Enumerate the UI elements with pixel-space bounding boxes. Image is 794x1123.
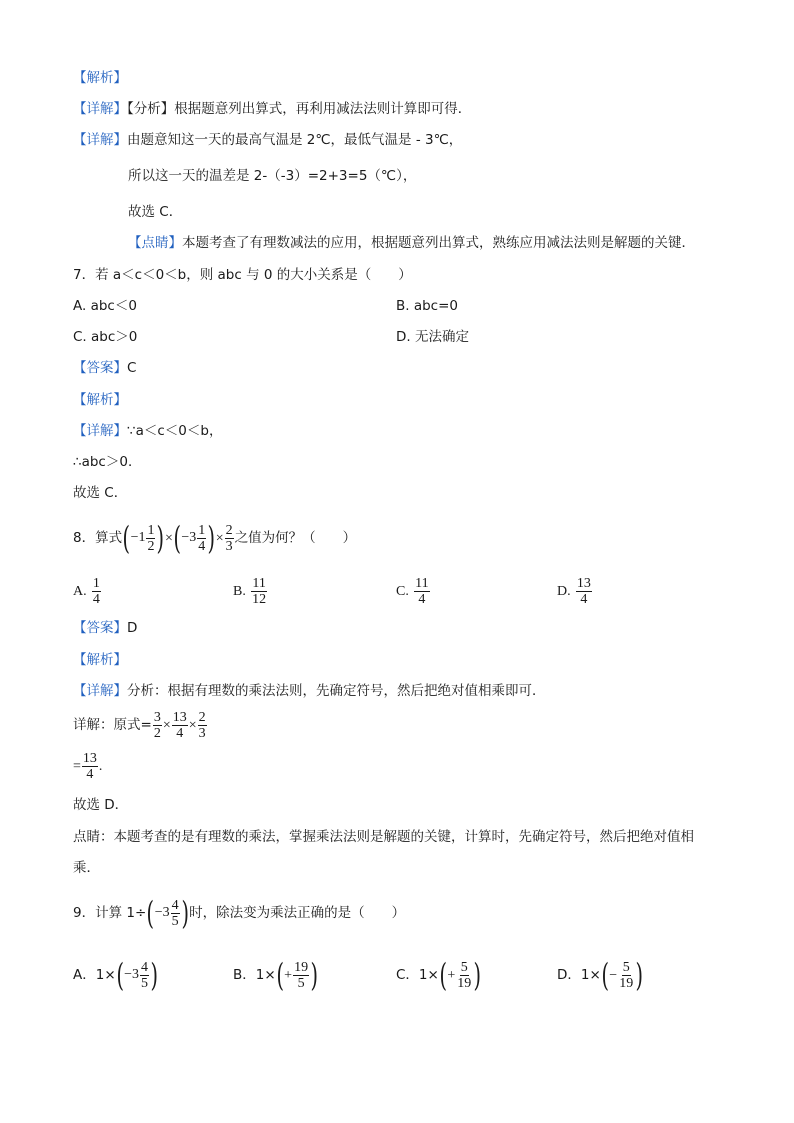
q7-option-d: D. 无法确定 — [396, 329, 469, 345]
times-sign: × — [188, 718, 197, 733]
q9-stem — [73, 893, 405, 933]
detail-tag: 【详解】 — [73, 101, 127, 117]
q8-option-c — [396, 573, 431, 610]
right-paren: ) — [156, 519, 165, 557]
option-label: D．1× — [557, 967, 601, 983]
q8-stem-suffix: 之值为何？（ ） — [234, 530, 357, 546]
q8-analysis-heading: 【解析】 — [73, 652, 127, 668]
fraction — [618, 960, 634, 991]
q8-answer — [73, 618, 137, 638]
detail-tag: 【详解】 — [73, 132, 127, 148]
denominator: 5 — [297, 975, 305, 991]
fraction — [456, 960, 472, 991]
detail-line-1 — [73, 99, 471, 119]
q7-option-a: A. abc＜0 — [73, 298, 137, 314]
denominator: 4 — [92, 591, 100, 607]
denominator: 4 — [176, 725, 184, 741]
temperature-difference-line: 所以这一天的温差是 2-（-3）=2+3=5（℃）， — [128, 168, 417, 184]
mixed-int: −3 — [124, 967, 140, 982]
q7-detail — [73, 421, 222, 441]
fraction — [225, 523, 234, 554]
q7-option-c: C. abc＞0 — [73, 329, 138, 345]
detail-text: ∵a＜c＜0＜b， — [127, 423, 223, 439]
fraction — [414, 576, 429, 607]
denominator: 4 — [86, 766, 94, 782]
q9-option-b — [233, 955, 319, 996]
times-sign: × — [164, 531, 173, 546]
numerator: 11 — [415, 575, 429, 591]
numerator: 4 — [171, 897, 179, 913]
q7-therefore: ∴abc＞0． — [73, 454, 142, 470]
denominator: 4 — [580, 591, 588, 607]
right-paren: ) — [310, 956, 319, 994]
mixed-int: −1 — [130, 530, 146, 545]
fraction — [576, 576, 592, 607]
numerator: 2 — [198, 709, 206, 725]
times-sign: × — [215, 531, 224, 546]
q7-option-b: B. abc=0 — [396, 298, 459, 314]
right-paren: ) — [473, 956, 482, 994]
q8-note-line-2: 乘． — [73, 860, 100, 876]
right-paren: ) — [181, 894, 189, 932]
q9-stem-suffix: 时，除法变为乘法正确的是（ ） — [189, 905, 406, 921]
q8-option-b — [233, 573, 268, 610]
option-label: A．1× — [73, 967, 116, 983]
right-paren: ) — [635, 956, 644, 994]
denominator: 3 — [198, 725, 206, 741]
q8-detail — [73, 681, 546, 701]
q7-stem: 7．若 a＜c＜0＜b，则 abc 与 0 的大小关系是（ ） — [73, 267, 412, 283]
fraction — [153, 710, 162, 741]
left-paren: ( — [173, 519, 181, 557]
detail-line-2 — [73, 130, 462, 150]
option-label: B．1× — [233, 967, 276, 983]
analysis-heading: 【解析】 — [73, 70, 127, 86]
left-paren: ( — [276, 956, 284, 994]
q8-calculation — [73, 707, 208, 744]
numerator: 1 — [147, 522, 155, 538]
denominator: 5 — [141, 975, 149, 991]
detail-text: 【分析】根据题意列出算式，再利用减法法则计算即可得． — [127, 101, 472, 117]
times-sign: × — [162, 718, 171, 733]
numerator: 3 — [153, 709, 161, 725]
denominator: 12 — [252, 591, 267, 607]
left-paren: ( — [439, 956, 447, 994]
denominator: 19 — [457, 975, 472, 991]
option-label: A. — [73, 584, 87, 599]
left-paren: ( — [601, 956, 609, 994]
comment-tag: 【点睛】 — [128, 235, 182, 251]
numerator: 19 — [294, 959, 309, 975]
mixed-number — [155, 893, 181, 933]
denominator: 2 — [153, 725, 161, 741]
mixed-number-2 — [181, 518, 207, 558]
detail-text: 由题意知这一天的最高气温是 2℃，最低气温是 - 3℃， — [127, 132, 463, 148]
q9-option-c — [396, 955, 482, 996]
detail-text: 分析：根据有理数的乘法法则，先确定符号，然后把绝对值相乘即可． — [127, 683, 546, 699]
mixed-number — [124, 955, 150, 995]
sign: + — [284, 968, 293, 983]
sign: − — [609, 968, 618, 983]
denominator: 4 — [418, 591, 426, 607]
q8-note-line-1: 点睛：本题考查的是有理数的乘法，掌握乘法法则是解题的关键，计算时，先确定符号，然后把绝对值相 — [73, 829, 694, 845]
numerator: 5 — [460, 959, 468, 975]
denominator: 2 — [147, 538, 155, 554]
fraction — [172, 710, 188, 741]
q8-option-d — [557, 573, 593, 610]
numerator: 2 — [225, 522, 233, 538]
numerator: 13 — [82, 750, 97, 766]
fraction — [171, 898, 180, 929]
detail-tag: 【详解】 — [73, 683, 127, 699]
q9-option-d — [557, 955, 644, 996]
q7-choose: 故选 C． — [73, 485, 128, 501]
fraction — [92, 576, 101, 607]
option-label: C. — [396, 584, 409, 599]
answer-value: D — [127, 620, 138, 636]
right-paren: ) — [150, 956, 159, 994]
detail-tag: 【详解】 — [73, 423, 127, 439]
numerator: 13 — [576, 575, 591, 591]
fraction — [197, 523, 206, 554]
q7-answer — [73, 358, 136, 378]
sign: + — [447, 968, 456, 983]
option-label: D. — [557, 584, 571, 599]
q9-stem-prefix: 9．计算 1÷ — [73, 905, 147, 921]
fraction — [251, 576, 267, 607]
q7-analysis-heading: 【解析】 — [73, 392, 127, 408]
q8-result — [73, 748, 102, 785]
denominator: 5 — [171, 913, 179, 929]
denominator: 19 — [619, 975, 634, 991]
equals-sign: = — [73, 759, 81, 774]
mixed-number-1 — [131, 518, 157, 558]
option-label: C．1× — [396, 967, 439, 983]
fraction — [198, 710, 207, 741]
calc-prefix: 详解：原式= — [73, 717, 152, 733]
answer-value: C — [127, 360, 137, 376]
numerator: 5 — [622, 959, 630, 975]
numerator: 13 — [172, 709, 187, 725]
left-paren: ( — [122, 519, 131, 557]
numerator: 4 — [141, 959, 149, 975]
fraction — [82, 751, 98, 782]
choose-line: 故选 C． — [128, 204, 183, 220]
fraction — [293, 960, 309, 991]
left-paren: ( — [146, 894, 155, 932]
numerator: 1 — [92, 575, 100, 591]
answer-tag: 【答案】 — [73, 360, 127, 376]
right-paren: ) — [207, 519, 216, 557]
numerator: 11 — [252, 575, 266, 591]
mixed-int: −3 — [181, 530, 197, 545]
q8-choose: 故选 D． — [73, 797, 129, 813]
option-label: B. — [233, 584, 246, 599]
q8-stem-prefix: 8．算式 — [73, 530, 123, 546]
q9-option-a — [73, 955, 159, 995]
numerator: 1 — [198, 522, 206, 538]
fraction — [146, 523, 155, 554]
answer-tag: 【答案】 — [73, 620, 127, 636]
period: . — [98, 759, 103, 774]
denominator: 3 — [225, 538, 233, 554]
fraction — [140, 960, 149, 991]
comment-text: 本题考查了有理数减法的应用，根据题意列出算式，熟练应用减法法则是解题的关键． — [182, 235, 695, 251]
left-paren: ( — [116, 956, 124, 994]
denominator: 4 — [198, 538, 206, 554]
comment-line — [128, 233, 695, 253]
q8-stem — [73, 518, 356, 559]
mixed-int: −3 — [154, 905, 170, 920]
q8-option-a — [73, 573, 102, 610]
